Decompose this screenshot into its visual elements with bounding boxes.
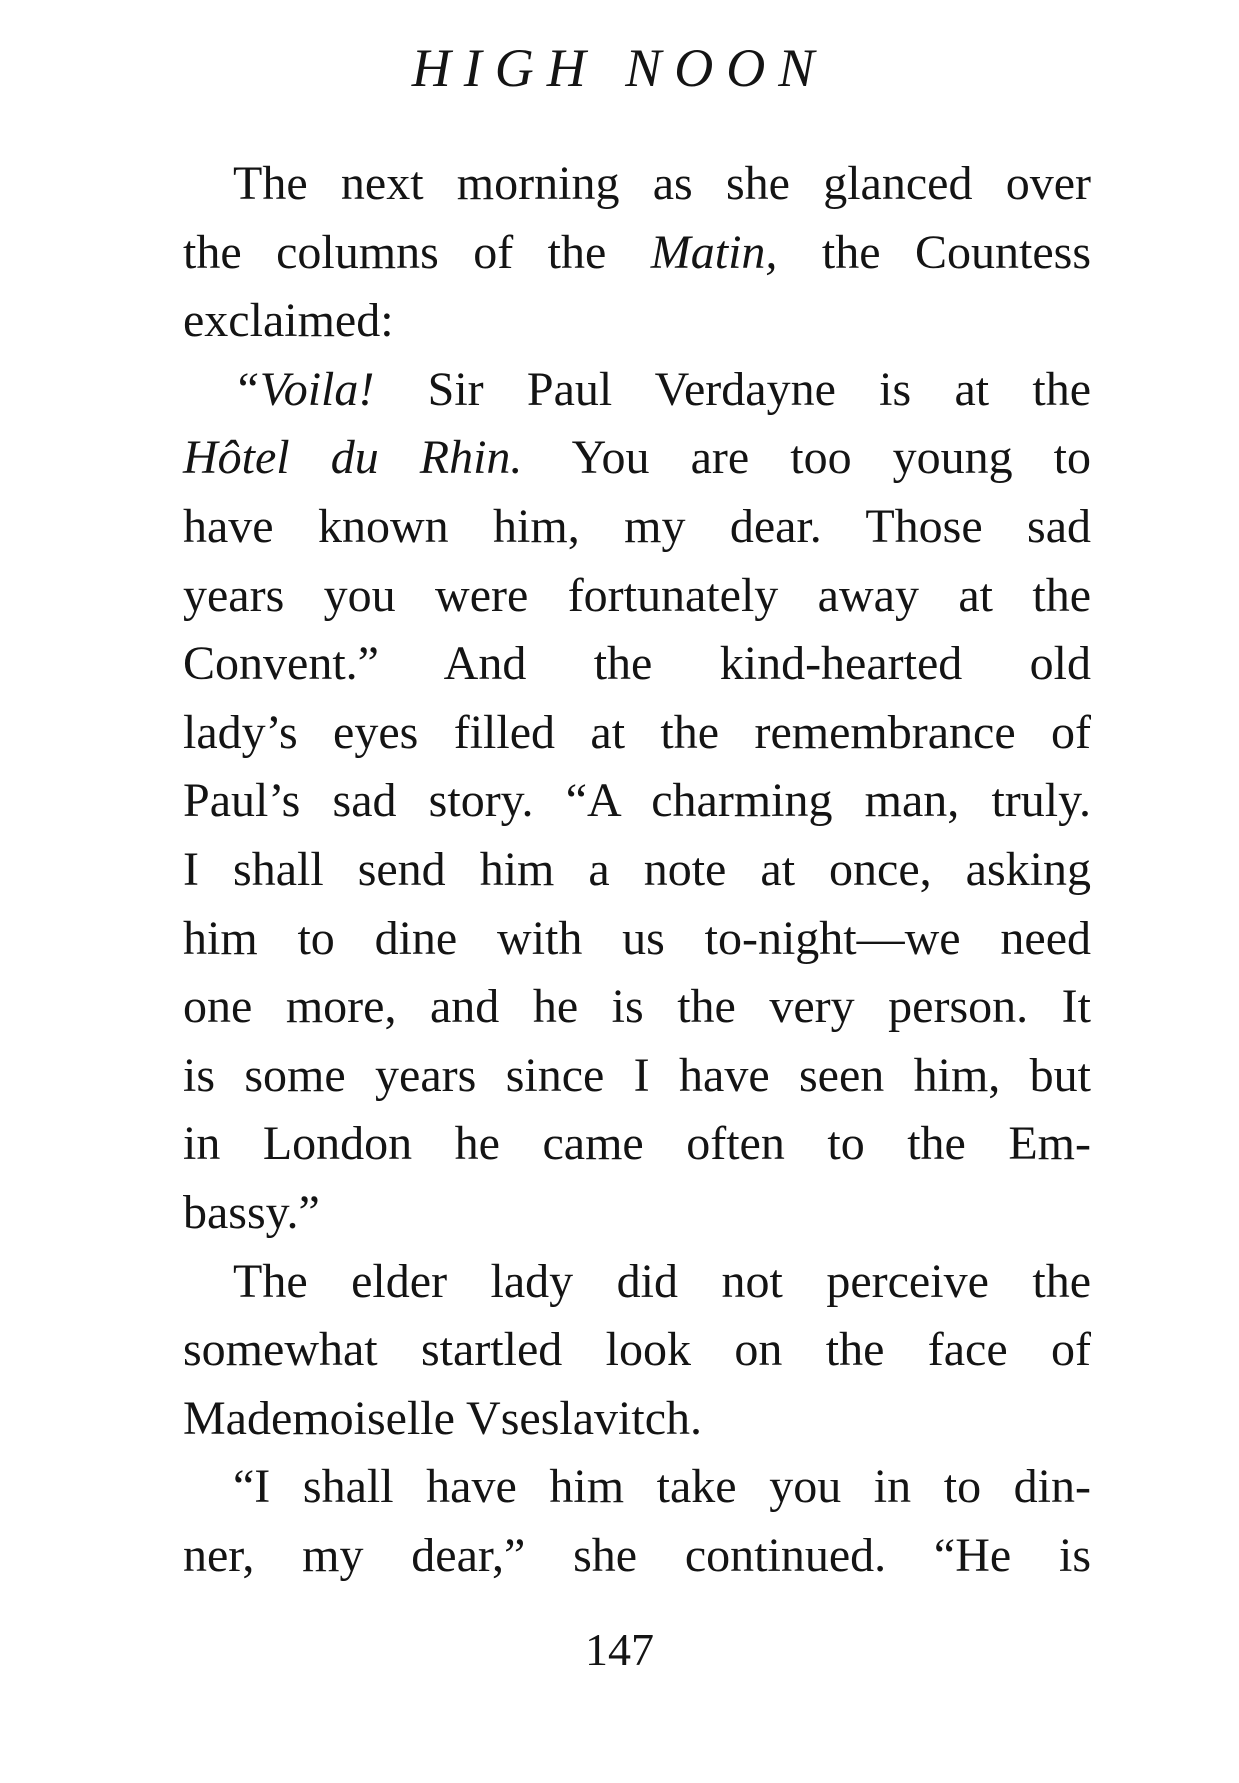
text-line: the columns of the Matin, the Countess (183, 225, 1091, 279)
text-line: The next morning as she glanced over (233, 157, 1091, 210)
text-line: exclaimed: (183, 294, 394, 348)
text-line: one more, and he is the very person. It (183, 980, 1091, 1034)
text-line: Paul’s sad story. “A charming man, truly. (183, 774, 1091, 828)
text-line: Convent.” And the kind-hearted old (183, 637, 1091, 691)
text-line: somewhat startled look on the face of (183, 1323, 1091, 1377)
text-line: I shall send him a note at once, asking (183, 842, 1091, 896)
text-line: “I shall have him take you in to din- (233, 1460, 1091, 1514)
text-line: lady’s eyes filled at the remembrance of (183, 705, 1091, 759)
text-line: Mademoiselle Vseslavitch. (183, 1391, 702, 1445)
text-line: Hôtel du Rhin. You are too young to (183, 431, 1092, 485)
running-head: HIGH NOON (411, 38, 828, 98)
text-line: in London he came often to the Em- (183, 1117, 1091, 1171)
text-line: bassy.” (183, 1185, 320, 1239)
text-line: ner, my dear,” she continued. “He is (183, 1528, 1091, 1582)
text-line: years you were fortunately away at the (183, 568, 1091, 622)
page-number: 147 (585, 1624, 654, 1675)
text-line: is some years since I have seen him, but (183, 1048, 1091, 1102)
text-line: him to dine with us to-night—we need (183, 911, 1091, 965)
text-line: have known him, my dear. Those sad (183, 499, 1091, 553)
body-text (183, 150, 1091, 1590)
text-line: “Voila! Sir Paul Verdayne is at the (233, 362, 1091, 416)
text-line: The elder lady did not perceive the (233, 1254, 1091, 1308)
